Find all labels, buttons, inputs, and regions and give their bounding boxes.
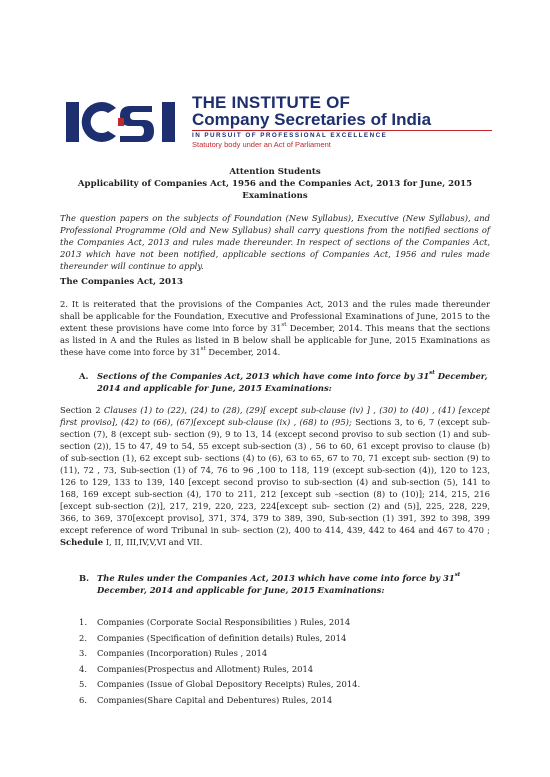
list-item — [79, 632, 479, 648]
p2-sup-1: st — [281, 322, 287, 328]
list-item-number: 3. — [79, 648, 87, 658]
list-item-text: Companies (Issue of Global Depository Receipts) Rules, 2014. — [97, 679, 361, 689]
subheading-a-part2: December, 2014 and applicable for June, 2015 Examinations: — [97, 371, 488, 393]
list-item-number: 1. — [79, 617, 87, 627]
org-line-1: THE INSTITUTE OF — [192, 93, 351, 112]
list-item — [79, 694, 479, 710]
paragraph-2 — [60, 298, 490, 358]
subheading-b-part2: December, 2014 and applicable for June, 2015 Examinations: — [97, 585, 385, 595]
section-heading: The Companies Act, 2013 — [60, 277, 183, 287]
p3-schedule-label: Schedule — [60, 537, 104, 547]
icsi-logo — [64, 98, 180, 146]
p3-schedule-list: I, II, III,IV,V,VI and VII. — [103, 537, 203, 547]
list-item-number: 6. — [79, 694, 87, 705]
list-item-number: 4. — [79, 663, 87, 674]
list-item — [79, 663, 479, 679]
subheading-b-part1: The Rules under the Companies Act, 2013 which have come into force by 31 — [97, 573, 455, 583]
title-line-1: Attention Students — [229, 167, 321, 177]
p2-text-c: December, 2014. — [205, 347, 281, 357]
org-line-2: Company Secretaries of India — [192, 110, 432, 129]
list-item — [79, 616, 479, 632]
org-tagline: IN PURSUIT OF PROFESSIONAL EXCELLENCE — [192, 130, 492, 140]
subheading-a-text — [97, 370, 489, 394]
list-item-text: Companies (Incorporation) Rules , 2014 — [97, 648, 268, 658]
list-item-text: Companies (Specification of definition details) Rules, 2014 — [97, 632, 347, 643]
p3-sections: Sections 3, to 6, 7 (except sub-section (7), 8 (except sub- section (9), 9 to 13, 14 (except second proviso to sub section (1) and sub- section (2)), 15 to 47, 49 to 54, 55 except sub-section (3) , 56 to 60, 61 except proviso to clause (b) of sub-section (1), 62 except sub- sections (4) to (6), 63 to 65, 67 to 70, 71 except sub- section (9) to (11), 72 , 73, Sub-section (1) of 74, 76 to 96 ,100 to 118, 119 (except sub-section (4)), 120 to 123, 126 to 129, 133 to 139, 140 [except second proviso to sub-section (4) and sub-section (5), 141 to 168, 169 except sub-section (4), 170 to 211, 212 [except sub –section (8) to (10)]; 214, 215, 216 [except sub-section (2)], 217, 219, 220, 223, 224[except sub- section (2) and (5)], 225, 228, 229, 366, to 369, 370[except proviso], 371, 374, 379 to 389, 390, Sub-section (1) 391, 392 to 398, 399 except reference of word Tribunal in sub- section (2), 400 to 414, 439, 442 to 464 and 467 to 470 ; — [60, 417, 491, 535]
org-statutory-note: Statutory body under an Act of Parliament — [192, 140, 331, 149]
p2-sup-2: st — [200, 346, 206, 352]
list-item-number: 5. — [79, 679, 87, 689]
sections-list-paragraph — [60, 404, 490, 548]
title-line-3: Examinations — [242, 191, 308, 201]
p3-italic-clauses: Clauses (1) to (22), (24) to (28), (29)[ except sub-clause (iv) ] , (30) to (40) , (41) [except first proviso], (42) to (66), (67)[except sub-clause (ix) , (68) to (95); — [60, 405, 490, 427]
title-line-2: Applicability of Companies Act, 1956 and the Companies Act, 2013 for June, 2015 — [77, 179, 473, 189]
list-item — [79, 678, 479, 694]
p2-text-a: 2. It is reiterated that the provisions of the Companies Act, 2013 and the rules made thereunder shall be applicable for the Foundation, Executive and Professional Examinations of June, 2015 to the extent these provisions have come into force by 31 — [60, 299, 490, 333]
p3-lead: Section 2 — [60, 405, 104, 415]
subheading-a-part1: Sections of the Companies Act, 2013 which have come into force by 31 — [97, 371, 430, 381]
letterhead — [64, 94, 494, 152]
subheading-b-sup: st — [454, 572, 461, 578]
list-item-number: 2. — [79, 632, 87, 643]
intro-paragraph: The question papers on the subjects of Foundation (New Syllabus), Executive (New Syllabus), and Professional Programme (Old and New Syllabus) shall carry questions from the notified sections of the Companies Act, 2013 and rules made thereunder. In respect of sections of the Companies Act, 2013 which have not been notified, applicable sections of Companies Act, 1956 and rules made thereunder will continue to apply. — [60, 213, 490, 271]
list-item-text: Companies(Prospectus and Allotment) Rules, 2014 — [97, 663, 314, 674]
subheading-b-letter: B. — [79, 573, 89, 583]
subheading-a-sup: st — [429, 370, 435, 376]
organisation-name — [192, 94, 492, 149]
list-item — [79, 647, 479, 663]
rules-list — [79, 616, 479, 709]
subheading-b — [79, 572, 489, 596]
notice-title — [60, 166, 490, 202]
list-item-text: Companies(Share Capital and Debentures) Rules, 2014 — [97, 694, 333, 705]
list-item-text: Companies (Corporate Social Responsibilities ) Rules, 2014 — [97, 617, 351, 627]
subheading-a — [79, 370, 489, 394]
subheading-a-letter: A. — [79, 371, 89, 381]
p2-text-b: December, 2014. This means that the sections as listed in A and the Rules as listed in B below shall be applicable for June, 2015 Examinations as these have come into force by 31 — [60, 323, 490, 357]
subheading-b-text — [97, 572, 489, 596]
